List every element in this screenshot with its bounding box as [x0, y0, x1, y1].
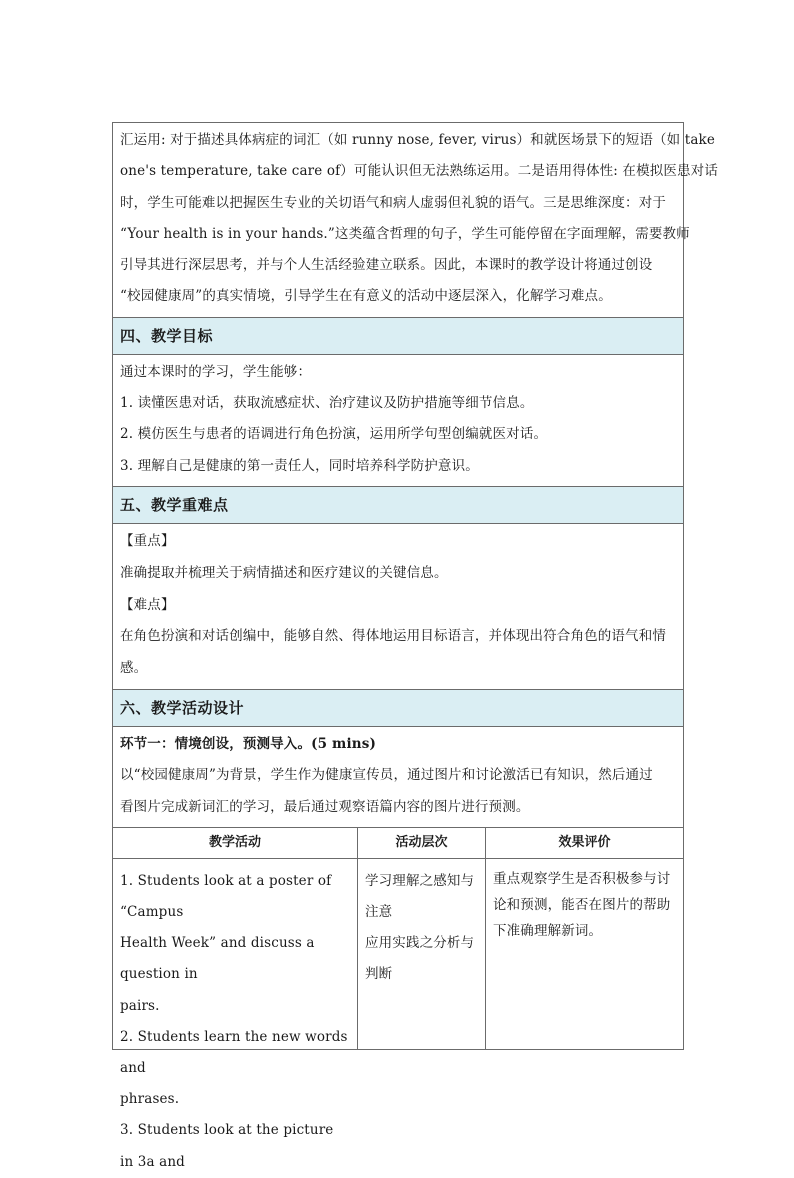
- section-heading-key-points: 五、教学重难点: [113, 487, 683, 524]
- text-line: 3. Students look at the picture in 3a and: [120, 1122, 334, 1170]
- text-line: 2. Students learn the new words and: [120, 1028, 348, 1077]
- text-line: 判断: [365, 966, 393, 983]
- objective-item: 3. 理解自己是健康的第一责任人，同时培养科学防护意识。: [120, 457, 479, 474]
- text-line: 论和预测，能否在图片的帮助: [493, 896, 671, 913]
- step-one-block: [113, 727, 683, 828]
- column-header-evaluation: 效果评价: [486, 828, 683, 859]
- section-heading-objectives: 四、教学目标: [113, 318, 683, 355]
- column-header-level: 活动层次: [358, 828, 485, 859]
- text-line: pairs.: [120, 997, 160, 1014]
- text-line: 汇运用: 对于描述具体病症的词汇（如 runny nose, fever, virus）和就医场景下的短语（如 take: [120, 132, 716, 148]
- activity-column: [113, 828, 357, 1170]
- text-line: 时，学生可能难以把握医生专业的关切语气和病人虚弱但礼貌的语气。三是思维深度：对于: [120, 194, 666, 211]
- learning-difficulty-analysis: [113, 123, 718, 318]
- objectives-block: [113, 355, 683, 487]
- lesson-plan-table: [112, 122, 718, 1170]
- difficult-point-text: 在角色扮演和对话创编中，能够自然、得体地运用目标语言，并体现出符合角色的语气和情: [120, 628, 666, 645]
- evaluation-column: [485, 828, 683, 1049]
- objective-item: 1. 读懂医患对话，获取流感症状、治疗建议及防护措施等细节信息。: [120, 395, 534, 412]
- text-line: 重点观察学生是否积极参与讨: [493, 870, 671, 887]
- difficult-point-text: 感。: [120, 660, 148, 677]
- text-line: 应用实践之分析与: [365, 935, 475, 952]
- key-point-label: 【重点】: [120, 532, 175, 549]
- text-line: 下准确理解新词。: [493, 922, 603, 939]
- text-line: “Your health is in your hands.”这类蕴含哲理的句子，学生可能停留在字面理解，需要教师: [120, 225, 690, 242]
- text-line: 学习理解之感知与: [365, 872, 475, 889]
- step-title: 环节一：情境创设，预测导入。(5 mins): [120, 735, 376, 752]
- evaluation-cell: [486, 859, 683, 1049]
- text-line: one's temperature, take care of）可能认识但无法熟练运用。二是语用得体性: 在模拟医患对话: [120, 163, 718, 180]
- step-description: 看图片完成新词汇的学习，最后通过观察语篇内容的图片进行预测。: [120, 798, 530, 815]
- text-line: 1. Students look at a poster of “Campus: [120, 872, 332, 921]
- difficult-point-label: 【难点】: [120, 596, 175, 613]
- level-column: [357, 828, 485, 1049]
- key-points-block: [113, 524, 683, 690]
- text-line: 通过本课时的学习，学生能够：: [120, 363, 312, 380]
- text-line: Health Week” and discuss a question in: [120, 935, 315, 983]
- key-point-text: 准确提取并梳理关于病情描述和医疗建议的关键信息。: [120, 564, 448, 581]
- level-cell: [358, 859, 485, 1049]
- text-line: phrases.: [120, 1091, 180, 1108]
- text-line: 注意: [365, 904, 393, 921]
- column-header-activity: 教学活动: [113, 828, 357, 859]
- text-line: 引导其进行深层思考，并与个人生活经验建立联系。因此，本课时的教学设计将通过创设: [120, 257, 653, 274]
- activity-cell: [113, 859, 357, 1170]
- section-heading-activity-design: 六、教学活动设计: [113, 690, 683, 727]
- activity-table: [113, 828, 683, 1170]
- objective-item: 2. 模仿医生与患者的语调进行角色扮演，运用所学句型创编就医对话。: [120, 426, 548, 443]
- text-line: “校园健康周”的真实情境，引导学生在有意义的活动中逐层深入，化解学习难点。: [120, 288, 612, 305]
- step-description: 以“校园健康周”为背景，学生作为健康宣传员，通过图片和讨论激活已有知识，然后通过: [120, 767, 653, 784]
